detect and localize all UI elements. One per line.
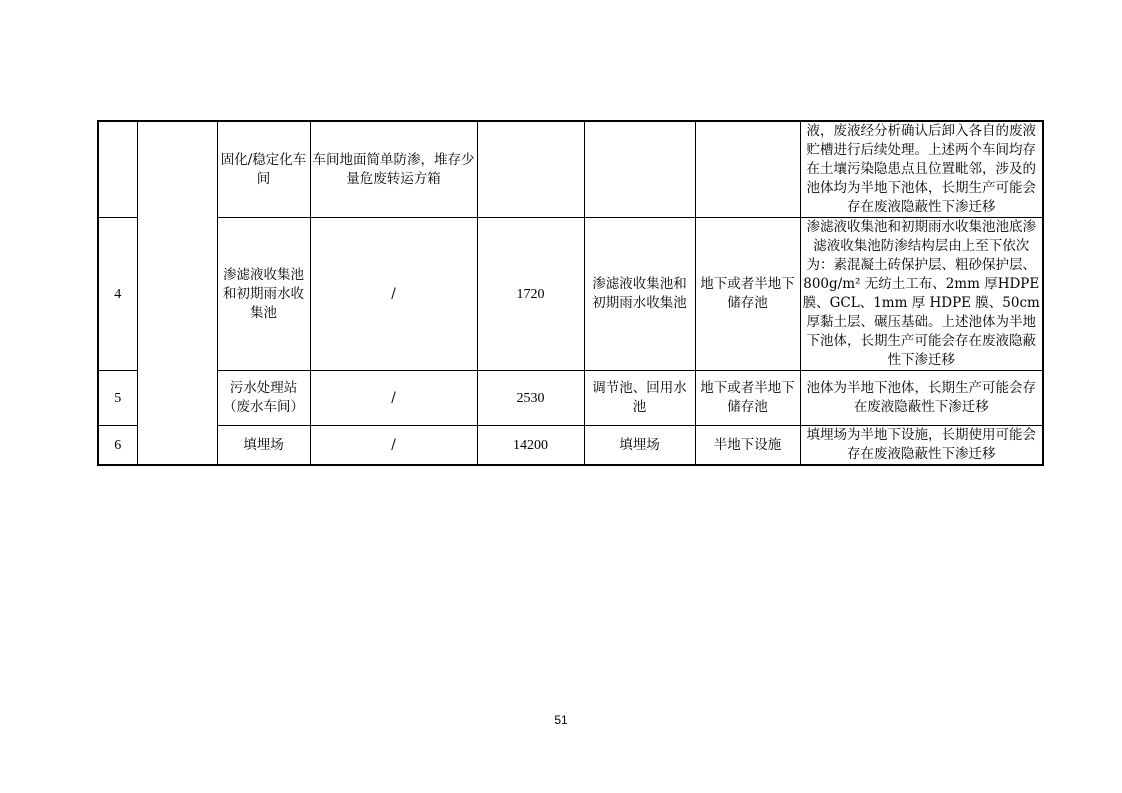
protection-measure: / bbox=[310, 426, 477, 466]
table-row bbox=[98, 426, 1043, 466]
area-size bbox=[477, 121, 584, 218]
protection-measure: / bbox=[310, 218, 477, 371]
facility-name: 调节池、回用水池 bbox=[584, 371, 695, 426]
protection-measure: 车间地面简单防渗，堆存少量危废转运方箱 bbox=[310, 121, 477, 218]
merged-category-cell bbox=[137, 121, 217, 465]
hazard-description: 池体为半地下池体，长期生产可能会存在废液隐蔽性下渗迁移 bbox=[800, 371, 1043, 426]
soil-pollution-hazard-table bbox=[97, 120, 1044, 466]
area-size: 2530 bbox=[477, 371, 584, 426]
area-name: 污水处理站（废水车间） bbox=[217, 371, 310, 426]
hazard-description: 液，废液经分析确认后卸入各自的废液贮槽进行后续处理。上述两个车间均存在土壤污染隐患点且位置毗邻，涉及的池体均为半地下池体，长期生产可能会存在废液隐蔽性下渗迁移 bbox=[800, 121, 1043, 218]
area-size: 14200 bbox=[477, 426, 584, 466]
facility-name bbox=[584, 121, 695, 218]
facility-type: 地下或者半地下储存池 bbox=[695, 371, 800, 426]
row-index: 6 bbox=[98, 426, 137, 466]
area-name: 填埋场 bbox=[217, 426, 310, 466]
area-name: 渗滤液收集池和初期雨水收集池 bbox=[217, 218, 310, 371]
facility-name: 渗滤液收集池和初期雨水收集池 bbox=[584, 218, 695, 371]
row-index: 5 bbox=[98, 371, 137, 426]
facility-name: 填埋场 bbox=[584, 426, 695, 466]
area-size: 1720 bbox=[477, 218, 584, 371]
hazard-description: 填埋场为半地下设施，长期使用可能会存在废液隐蔽性下渗迁移 bbox=[800, 426, 1043, 466]
row-index: 4 bbox=[98, 218, 137, 371]
hazard-description: 渗滤液收集池和初期雨水收集池池底渗滤液收集池防渗结构层由上至下依次为：素混凝土砖保护层、粗砂保护层、800g/m² 无纺土工布、2mm 厚HDPE 膜、GCL、1mm 厚 HDPE 膜、50cm 厚黏土层、碾压基础。上述池体为半地下池体，长期生产可能会存在废液隐蔽性下渗迁移 bbox=[800, 218, 1043, 371]
area-name: 固化/稳定化车间 bbox=[217, 121, 310, 218]
table-row bbox=[98, 371, 1043, 426]
table-row bbox=[98, 218, 1043, 371]
facility-type: 半地下设施 bbox=[695, 426, 800, 466]
facility-type bbox=[695, 121, 800, 218]
protection-measure: / bbox=[310, 371, 477, 426]
row-index bbox=[98, 121, 137, 218]
facility-type: 地下或者半地下储存池 bbox=[695, 218, 800, 371]
table-row bbox=[98, 121, 1043, 218]
page-number: 51 bbox=[554, 713, 568, 727]
